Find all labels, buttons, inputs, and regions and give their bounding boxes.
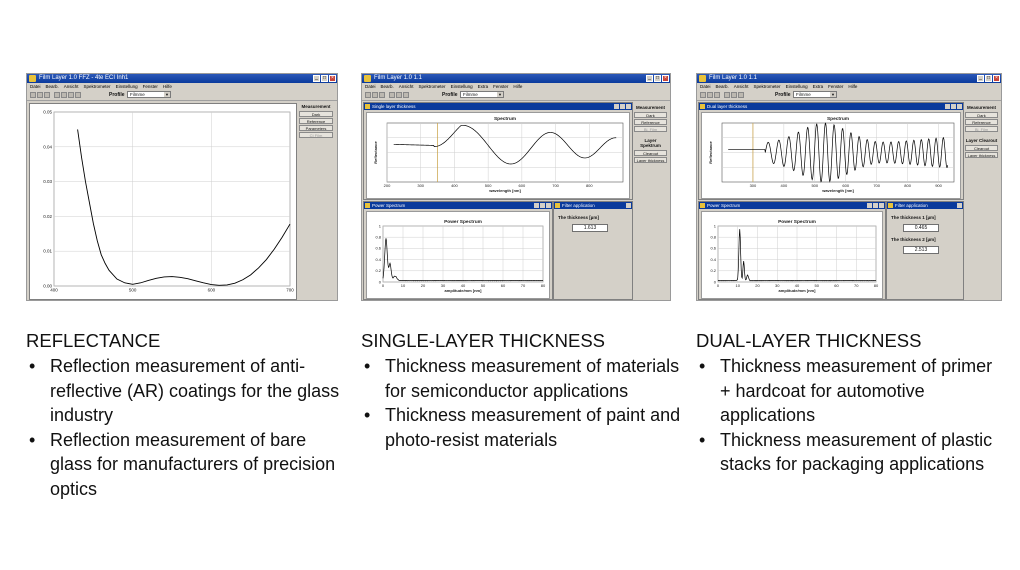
y-tick-label: 0.01: [43, 248, 52, 254]
section-heading: SINGLE-LAYER THICKNESS: [361, 330, 605, 351]
thickness-2-value: 2.513: [903, 246, 939, 254]
x-tick-label: 700: [873, 183, 881, 188]
x-tick-label: 50: [480, 283, 486, 288]
chart-title: Power Spectrum: [444, 220, 482, 225]
side-panel-heading: Measurement: [966, 105, 996, 110]
y-axis-label: Reflectance: [708, 141, 713, 164]
spectrum-chart-svg: [367, 113, 629, 198]
dark-button[interactable]: Dark: [965, 112, 998, 118]
x-tick-label: 0: [381, 283, 385, 288]
minimize-button[interactable]: _: [313, 75, 320, 82]
y-axis-label: Reflectance: [373, 141, 378, 164]
section-heading: DUAL-LAYER THICKNESS: [696, 330, 922, 351]
x-tick-label: 10: [400, 283, 406, 288]
menu-bar: [362, 83, 670, 90]
window-icon: [555, 203, 560, 208]
menu-item[interactable]: Bearb.: [715, 84, 729, 89]
power-spectrum-window: [363, 201, 553, 300]
tool-icon[interactable]: [61, 92, 67, 98]
y-tick-label: 1: [713, 223, 716, 229]
side-panel-heading: Measurement: [635, 105, 665, 110]
maximize-button[interactable]: □: [655, 75, 660, 81]
x-tick-label: 300: [749, 183, 757, 188]
subwindow-title-bar: [887, 202, 963, 209]
menu-item[interactable]: Spektrometer: [753, 84, 781, 89]
layer-thickness-button[interactable]: Layer thickness: [965, 152, 998, 158]
x-tick-label: 40: [794, 283, 800, 288]
bullet-item: • Thickness measurement of materials for semiconductor applications: [361, 354, 681, 403]
power-spectrum-chart-svg: [702, 212, 882, 298]
x-tick-label: 500: [811, 183, 819, 188]
section-heading: REFLECTANCE: [26, 330, 161, 351]
x-tick-label: 20: [420, 283, 426, 288]
tool-icon[interactable]: [68, 92, 74, 98]
power-spectrum-plot: [701, 211, 883, 299]
open-icon[interactable]: [30, 92, 36, 98]
close-icon[interactable]: [626, 104, 631, 109]
subwindow-title: Power Spectrum: [707, 203, 741, 208]
x-tick-label: 700: [552, 183, 559, 188]
reflectance-chart-svg: [30, 104, 296, 299]
subwindow-title: Filter application: [562, 203, 595, 208]
y-tick-label: 0.04: [43, 144, 52, 150]
tool-icon[interactable]: [75, 92, 81, 98]
menu-item[interactable]: Spektrometer: [418, 84, 446, 89]
save-icon[interactable]: [707, 92, 713, 98]
result-window: [553, 201, 633, 300]
window-title: Film Layer 1.0 1.1: [709, 75, 758, 81]
menu-item[interactable]: Hilfe: [162, 84, 172, 89]
subwindow-title-bar: [699, 202, 885, 209]
x-tick-label: 30: [775, 283, 780, 288]
profile-select[interactable]: [127, 91, 171, 98]
side-panel: [634, 105, 667, 164]
maximize-icon[interactable]: [620, 104, 625, 109]
window-icon: [888, 203, 893, 208]
chart-title: Spectrum: [826, 117, 850, 122]
side-panel-heading-2: Layer Clearout: [965, 138, 998, 143]
toolbar: [27, 90, 337, 101]
minimize-icon[interactable]: [945, 104, 950, 109]
window-title: Film Layer 1.0 1.1: [374, 75, 423, 81]
maximize-icon[interactable]: [540, 203, 545, 208]
x-tick-label: 50: [814, 283, 819, 288]
film-button[interactable]: Bl. Film: [965, 126, 998, 132]
menu-item[interactable]: Bearb.: [380, 84, 394, 89]
window-icon: [700, 203, 705, 208]
clearout-button[interactable]: Clearout: [965, 145, 998, 151]
menu-item[interactable]: Bearb.: [45, 84, 59, 89]
chevron-down-icon: ▼: [498, 92, 502, 97]
profile-label: Profile: [109, 92, 125, 98]
window-icon: [700, 104, 705, 109]
clearout-button[interactable]: Clearout: [634, 150, 667, 156]
description-dual-layer: [696, 330, 1006, 477]
spectrum-window: [698, 102, 964, 200]
layer-thickness-button[interactable]: Layer thickness: [634, 157, 667, 163]
subwindow-title: Dual layer thickness: [707, 104, 748, 109]
x-tick-label: 800: [585, 183, 593, 188]
menu-item[interactable]: Datei: [700, 84, 711, 89]
tool-icon[interactable]: [738, 92, 744, 98]
close-button[interactable]: ×: [993, 75, 1000, 82]
side-panel-heading: Measurement: [301, 104, 331, 109]
x-tick-label: 40: [460, 283, 466, 288]
x-tick-label: 400: [451, 183, 458, 188]
x-tick-label: 300: [417, 183, 425, 188]
y-tick-label: 0.02: [43, 213, 52, 219]
power-spectrum-chart-svg: [367, 212, 549, 298]
menu-item[interactable]: Einstellung: [450, 84, 473, 89]
title-bar: [697, 74, 1001, 83]
tool-icon[interactable]: [54, 92, 60, 98]
profile-value: Filmme: [463, 92, 478, 97]
bullet-list: [696, 354, 1006, 477]
x-tick-label: 0: [716, 283, 720, 288]
x-tick-label: 70: [520, 283, 526, 288]
x-tick-label: 600: [842, 183, 850, 188]
bullet-item: • Thickness measurement of paint and photo-resist materials: [361, 403, 681, 452]
x-tick-label: 600: [207, 287, 216, 293]
maximize-button[interactable]: □: [322, 75, 327, 81]
dark-button[interactable]: Dark: [299, 111, 333, 117]
subwindow-title-bar: [699, 103, 963, 110]
open-icon[interactable]: [700, 92, 706, 98]
menu-item[interactable]: Einstellung: [785, 84, 808, 89]
x-tick-label: 700: [286, 287, 294, 293]
x-axis-label: amplitude/mm [nm]: [444, 288, 482, 293]
thickness-1-value: 0.465: [903, 224, 939, 232]
title-bar: [362, 74, 670, 83]
x-tick-label: 10: [735, 283, 740, 288]
x-axis-label: wavelength [nm]: [489, 188, 521, 193]
power-spectrum-window: [698, 201, 886, 300]
maximize-button[interactable]: □: [986, 75, 991, 81]
menu-item[interactable]: Datei: [365, 84, 376, 89]
print-icon[interactable]: [714, 92, 720, 98]
window-icon: [365, 203, 370, 208]
save-icon[interactable]: [37, 92, 43, 98]
tool-icon[interactable]: [396, 92, 402, 98]
maximize-icon[interactable]: [951, 104, 956, 109]
tool-icon[interactable]: [389, 92, 395, 98]
close-icon[interactable]: [626, 203, 631, 208]
x-tick-label: 900: [935, 183, 942, 188]
menu-item[interactable]: Ansicht: [733, 84, 749, 89]
close-icon[interactable]: [957, 203, 962, 208]
spectrum-plot: [701, 112, 961, 199]
x-tick-label: 80: [540, 283, 546, 288]
x-tick-label: 600: [518, 183, 526, 188]
menu-item[interactable]: Fenster: [493, 84, 509, 89]
window-icon: [365, 104, 370, 109]
x-tick-label: 400: [780, 183, 788, 188]
y-tick-label: 0.03: [43, 179, 52, 185]
menu-item[interactable]: Hilfe: [848, 84, 858, 89]
subwindow-title-bar: [554, 202, 632, 209]
bullet-list: [26, 354, 346, 502]
y-tick-label: 0.6: [710, 245, 716, 251]
menu-item[interactable]: Datei: [30, 84, 41, 89]
profile-select[interactable]: [460, 91, 504, 98]
window-title: Film Layer 1.0 FFZ - 4te ECI Inh1: [39, 75, 129, 81]
app-icon: [364, 75, 371, 82]
reflectance-chart: [29, 103, 297, 300]
print-icon[interactable]: [44, 92, 50, 98]
y-tick-label: 0.4: [375, 256, 381, 262]
minimize-icon[interactable]: [614, 104, 619, 109]
y-tick-label: 0.6: [375, 245, 381, 251]
chart-title: Spectrum: [493, 117, 517, 122]
app-window-reflectance: [26, 73, 338, 301]
minimize-button[interactable]: _: [977, 75, 984, 82]
profile-value: Filmme: [796, 92, 811, 97]
save-icon[interactable]: [372, 92, 378, 98]
side-panel: [299, 104, 333, 139]
x-tick-label: 80: [873, 283, 879, 288]
menu-bar: [697, 83, 1001, 90]
chevron-down-icon: ▼: [831, 92, 835, 97]
side-panel-heading-2: Layer Spektrum: [640, 138, 661, 148]
menu-item[interactable]: Fenster: [828, 84, 844, 89]
profile-select[interactable]: [793, 91, 837, 98]
bullet-item: • Reflection measurement of anti-reflective (AR) coatings for the glass industry: [26, 354, 346, 428]
app-icon: [29, 75, 36, 82]
x-tick-label: 400: [50, 287, 58, 293]
description-reflectance: [26, 330, 346, 502]
parameters-button[interactable]: Parameters: [299, 125, 333, 131]
bullet-list: [361, 354, 681, 452]
subwindow-title: Filter application: [895, 203, 928, 208]
menu-item[interactable]: Spektrometer: [83, 84, 111, 89]
y-tick-label: 0.05: [43, 109, 52, 115]
menu-bar: [27, 83, 337, 90]
y-tick-label: 0.8: [710, 234, 716, 240]
subwindow-title-bar: [364, 103, 632, 110]
x-axis-label: amplitude/mm [nm]: [778, 288, 816, 293]
thickness-1-label: The thickness 1 [µm]: [891, 215, 936, 220]
x-tick-label: 60: [834, 283, 839, 288]
menu-item[interactable]: Einstellung: [115, 84, 138, 89]
x-tick-label: 70: [854, 283, 859, 288]
description-single-layer: [361, 330, 681, 452]
y-tick-label: 0: [713, 279, 716, 285]
dark-button[interactable]: Dark: [634, 112, 667, 118]
y-tick-label: 0.8: [375, 234, 381, 240]
app-icon: [699, 75, 706, 82]
tool-icon[interactable]: [403, 92, 409, 98]
minimize-icon[interactable]: [534, 203, 539, 208]
title-bar: [27, 74, 337, 83]
result-window: [886, 201, 964, 300]
y-tick-label: 0: [378, 279, 381, 285]
thickness-value: 1.613: [572, 224, 608, 232]
close-button[interactable]: ×: [662, 75, 669, 82]
y-tick-label: 0.00: [43, 283, 52, 289]
menu-item[interactable]: Extra: [477, 84, 489, 89]
toolbar: [362, 90, 670, 101]
x-axis-label: wavelength [nm]: [822, 188, 854, 193]
film-button[interactable]: Bl. Film: [634, 126, 667, 132]
profile-label: Profile: [775, 92, 791, 98]
menu-item[interactable]: Ansicht: [63, 84, 79, 89]
menu-item[interactable]: Ansicht: [398, 84, 414, 89]
x-tick-label: 20: [755, 283, 760, 288]
spectrum-window: [363, 102, 633, 200]
spectrum-chart-svg: [702, 113, 960, 198]
x-tick-label: 500: [484, 183, 492, 188]
x-tick-label: 30: [440, 283, 446, 288]
subwindow-title-bar: [364, 202, 552, 209]
subwindow-title: Power Spectrum: [372, 203, 406, 208]
x-tick-label: 200: [383, 183, 391, 188]
menu-item[interactable]: Hilfe: [513, 84, 523, 89]
profile-label: Profile: [442, 92, 458, 98]
menu-item[interactable]: Extra: [812, 84, 824, 89]
bullet-item: • Reflection measurement of bare glass for manufacturers of precision optics: [26, 428, 346, 502]
plot-area: [54, 112, 290, 286]
chevron-down-icon: ▼: [165, 92, 169, 97]
open-icon[interactable]: [365, 92, 371, 98]
close-button[interactable]: ×: [329, 75, 336, 82]
reference-button[interactable]: Reference: [299, 118, 333, 124]
bullet-item: • Thickness measurement of plastic stacks for packaging applications: [696, 428, 1006, 477]
app-window-dual-layer: [696, 73, 1002, 301]
spectrum-plot: [366, 112, 630, 199]
y-tick-label: 0.2: [710, 268, 716, 274]
minimize-icon[interactable]: [867, 203, 872, 208]
film-button[interactable]: CI Film: [299, 132, 333, 138]
power-spectrum-plot: [366, 211, 550, 299]
side-panel: [965, 105, 998, 159]
x-tick-label: 500: [128, 287, 137, 293]
bullet-item: • Thickness measurement of primer + hardcoat for automotive applications: [696, 354, 1006, 428]
subwindow-title: Single layer thickness: [372, 104, 416, 109]
chart-title: Power Spectrum: [778, 220, 816, 225]
reference-button[interactable]: Reference: [634, 119, 667, 125]
close-icon[interactable]: [957, 104, 962, 109]
minimize-button[interactable]: _: [646, 75, 653, 82]
app-window-single-layer: [361, 73, 671, 301]
menu-item[interactable]: Fenster: [142, 84, 158, 89]
toolbar: [697, 90, 1001, 101]
thickness-2-label: The thickness 2 [µm]: [891, 237, 936, 242]
thickness-label: The thickness [µm]: [558, 215, 599, 220]
tool-icon[interactable]: [724, 92, 730, 98]
close-icon[interactable]: [879, 203, 884, 208]
y-tick-label: 0.2: [375, 268, 381, 274]
x-tick-label: 60: [500, 283, 506, 288]
close-icon[interactable]: [546, 203, 551, 208]
y-tick-label: 1: [378, 223, 381, 229]
print-icon[interactable]: [379, 92, 385, 98]
maximize-icon[interactable]: [873, 203, 878, 208]
x-tick-label: 800: [904, 183, 911, 188]
y-tick-label: 0.4: [710, 256, 716, 262]
reference-button[interactable]: Reference: [965, 119, 998, 125]
profile-value: Filmme: [130, 92, 145, 97]
tool-icon[interactable]: [731, 92, 737, 98]
